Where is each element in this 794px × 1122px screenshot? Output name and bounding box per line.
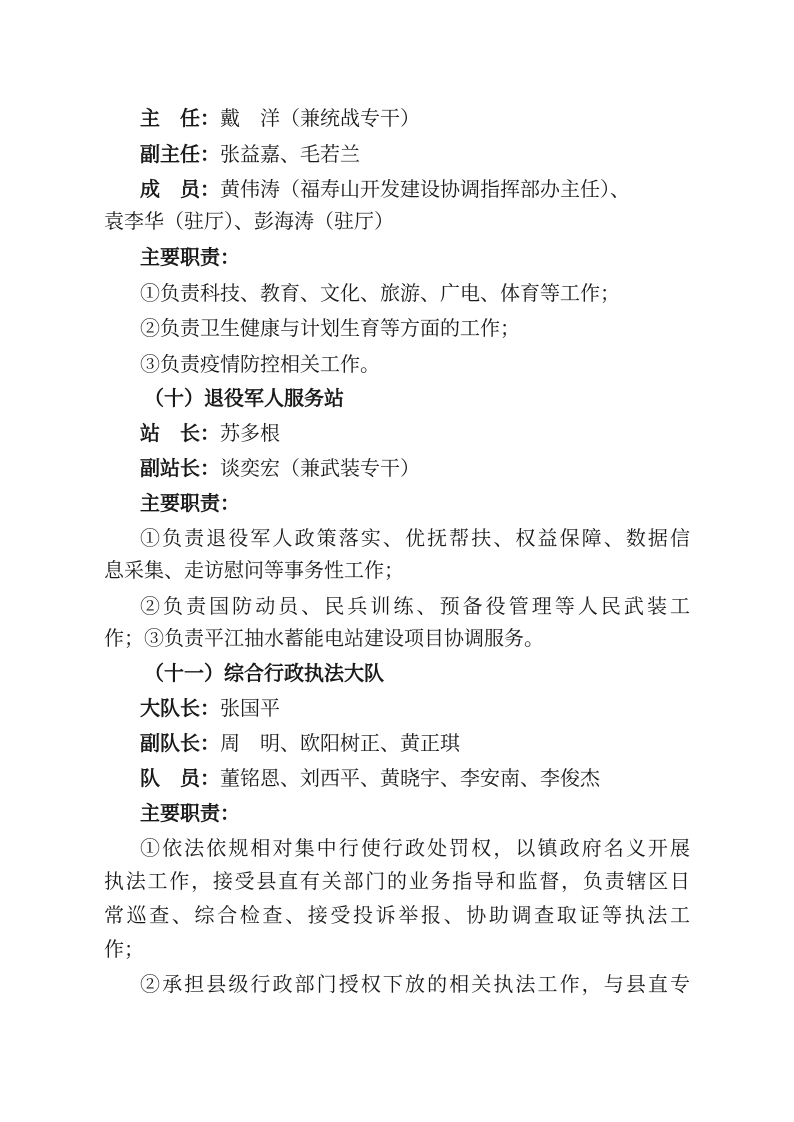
vice-captain-line (140, 729, 700, 757)
section-title: （十）退役军人服务站 (144, 386, 344, 410)
team-members-line (140, 764, 700, 792)
duties-heading: 主要职责： (140, 245, 240, 269)
team-members-label: 队 员： (140, 766, 220, 790)
station-head-label: 站 长： (140, 421, 220, 445)
captain-label: 大队长： (140, 696, 220, 720)
duty-line: ①依法依规相对集中行使行政处罚权，以镇政府名义开展 (140, 836, 690, 860)
deputy-head-value: 谈奕宏（兼武装专干） (220, 456, 420, 480)
vice-captain-value: 周 明、欧阳树正、黄正琪 (220, 731, 460, 755)
members-line-cont: 袁李华（驻厅）、彭海涛（驻厅） (104, 209, 394, 233)
station-head-line (140, 419, 700, 447)
deputy-director-value: 张益嘉、毛若兰 (220, 142, 360, 166)
members-label: 成 员： (140, 177, 220, 201)
duty-line: ②负责国防动员、民兵训练、预备役管理等人民武装工 (140, 594, 690, 618)
section-title: （十一）综合行政执法大队 (144, 661, 384, 685)
deputy-director-line (140, 140, 700, 168)
duty-line: 作；③负责平江抽水蓄能电站建设项目协调服务。 (104, 626, 544, 650)
duties-heading: 主要职责： (140, 801, 240, 825)
vice-captain-label: 副队长： (140, 731, 220, 755)
director-line (140, 104, 700, 132)
duty-line: ①负责退役军人政策落实、优抚帮扶、权益保障、数据信 (140, 526, 690, 550)
station-head-value: 苏多根 (220, 421, 280, 445)
deputy-director-label: 副主任： (140, 142, 220, 166)
team-members-value: 董铭恩、刘西平、黄晓宇、李安南、李俊杰 (220, 766, 600, 790)
duty-line: 执法工作，接受县直有关部门的业务指导和监督，负责辖区日 (104, 869, 690, 893)
director-label: 主 任： (140, 106, 220, 130)
duty-line: ②承担县级行政部门授权下放的相关执法工作，与县直专 (140, 972, 690, 996)
duty-line: 常巡查、综合检查、接受投诉举报、协助调查取证等执法工 (104, 903, 690, 927)
duty-line: 息采集、走访慰问等事务性工作； (104, 558, 404, 582)
duty-item: ③负责疫情防控相关工作。 (140, 352, 380, 376)
director-value: 戴 洋（兼统战专干） (220, 106, 420, 130)
duty-line: 作； (104, 937, 144, 961)
captain-value: 张国平 (220, 696, 280, 720)
duty-item: ①负责科技、教育、文化、旅游、广电、体育等工作； (140, 281, 620, 305)
duty-item: ②负责卫生健康与计划生育等方面的工作； (140, 316, 520, 340)
captain-line (140, 694, 700, 722)
members-line (140, 175, 700, 203)
deputy-head-label: 副站长： (140, 456, 220, 480)
deputy-head-line (140, 454, 700, 482)
members-value: 黄伟涛（福寿山开发建设协调指挥部办主任）、 (220, 177, 630, 201)
duties-heading: 主要职责： (140, 491, 240, 515)
